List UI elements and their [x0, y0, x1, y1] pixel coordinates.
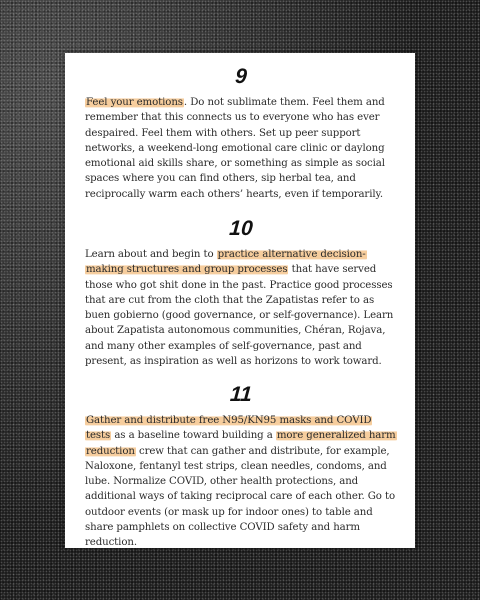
section-number: 9 [234, 65, 248, 88]
document-page [65, 53, 415, 548]
paragraph-text: . Do not sublimate them. Feel them and remember that this connects us to everyone who has ever despaired. Feel them with others. Set up peer support networks, a weekend-long emotional care clinic or daylong emotional aid skills share, or something as simple as social spaces where you can find others, sip herbal tea, and reciprocally warm each others’ hearts, even if temporarily. [85, 97, 385, 200]
highlighted-text: more generalized harm reduction [86, 430, 396, 457]
paragraph-text: Learn about and begin to [85, 249, 217, 260]
section-11 [85, 383, 397, 551]
section-paragraph [85, 247, 397, 369]
section-10 [85, 217, 397, 369]
paragraph-text: crew that can gather and distribute, for example, Naloxone, fentanyl test strips, clean needles, condoms, and lube. Normalize COVID, other health protections, and additional ways of taking reciprocal care of each other. Go to outdoor events (or mask up for indoor ones) to table and share pamphlets on collective COVID safety and harm reduction. [85, 445, 395, 549]
paragraph-text: as a baseline toward building a [111, 430, 276, 442]
section-paragraph [85, 413, 397, 551]
section-9 [85, 65, 397, 202]
section-number: 11 [229, 383, 253, 406]
highlighted-text: Gather and distribute free N95/KN95 masks and COVID tests [86, 415, 372, 442]
section-number: 10 [228, 217, 254, 240]
paragraph-text: that have served those who got shit done in the past. Practice good processes that are cut from the cloth that the Zapatistas refer to as buen gobierno (good governance, or self-governance). Learn about Zapatista autonomous communities, Chéran, Rojava, and many other examples of self-governance, past and present, as inspiration as well as horizons to work toward. [85, 264, 394, 368]
section-paragraph [85, 95, 397, 202]
highlighted-text: practice alternative decision-making structures and group processes [86, 249, 366, 276]
highlighted-text: Feel your emotions [86, 97, 183, 108]
